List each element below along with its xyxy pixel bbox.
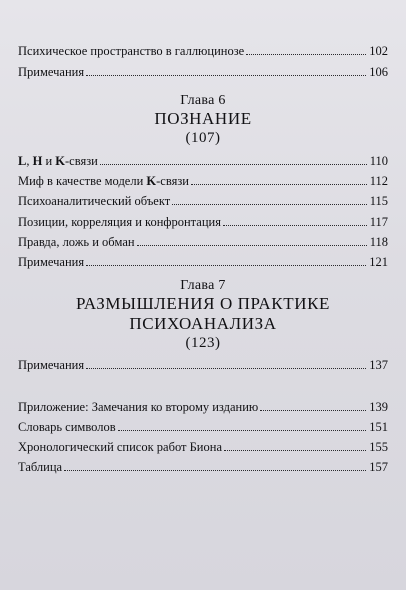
dot-leader bbox=[86, 74, 366, 76]
chapter-number: Глава 6 bbox=[180, 93, 226, 108]
toc-entry-title: Позиции, корреляция и конфронтация bbox=[18, 215, 221, 229]
toc-entry-page: 137 bbox=[369, 358, 388, 372]
toc-entry bbox=[18, 192, 388, 208]
toc-entry-title: Примечания bbox=[18, 255, 85, 269]
toc-entry-page: 121 bbox=[369, 255, 388, 269]
toc-entry bbox=[18, 233, 388, 249]
toc-entry-title: Примечания bbox=[18, 358, 85, 372]
dot-leader bbox=[86, 264, 366, 266]
toc-entry bbox=[18, 63, 388, 79]
toc-entry-page: 102 bbox=[369, 44, 388, 58]
toc-entry bbox=[18, 438, 388, 454]
toc-entry-page: 139 bbox=[369, 400, 388, 414]
toc-entry bbox=[18, 213, 388, 229]
toc-entry bbox=[18, 172, 388, 188]
toc-entry-page: 110 bbox=[369, 154, 388, 168]
toc-entry-title: Таблица bbox=[18, 460, 63, 474]
toc-entry-title: Правда, ложь и обман bbox=[18, 235, 135, 249]
chapter-page: (123) bbox=[185, 335, 221, 351]
dot-leader bbox=[224, 449, 366, 451]
dot-leader bbox=[118, 429, 367, 431]
toc-entry-page: 151 bbox=[369, 420, 388, 434]
chapter-title-line-1: РАЗМЫШЛЕНИЯ О ПРАКТИКЕ bbox=[75, 294, 331, 313]
toc-entry bbox=[18, 356, 388, 372]
chapter-heading bbox=[18, 93, 388, 147]
toc-entry-page: 118 bbox=[369, 235, 388, 249]
dot-leader bbox=[260, 409, 366, 411]
toc-entry bbox=[18, 398, 388, 414]
toc-entry-title: Приложение: Замечания ко второму изданию bbox=[18, 400, 259, 414]
toc-entry-page: 106 bbox=[369, 65, 388, 79]
toc-entry-title: Миф в качестве модели K-связи bbox=[18, 174, 189, 188]
chapter-title-line-2: ПСИХОАНАЛИЗА bbox=[129, 314, 277, 333]
toc-entry-page: 157 bbox=[369, 460, 388, 474]
toc-entry-title: Словарь символов bbox=[18, 420, 116, 434]
toc-entry-title: Психическое пространство в галлюцинозе bbox=[18, 44, 245, 58]
dot-leader bbox=[86, 367, 366, 369]
toc-entry-title: Психоаналитический объект bbox=[18, 194, 171, 208]
toc-entry-title: L, H и K-связи bbox=[18, 154, 98, 168]
dot-leader bbox=[172, 203, 366, 205]
toc-entry bbox=[18, 42, 388, 58]
chapter-title: ПОЗНАНИЕ bbox=[154, 109, 252, 128]
toc-entry-title: Хронологический список работ Биона bbox=[18, 440, 222, 454]
toc-entry-title: Примечания bbox=[18, 65, 85, 79]
toc-entry bbox=[18, 458, 388, 474]
dot-leader bbox=[137, 244, 367, 246]
chapter-heading bbox=[18, 278, 388, 352]
dot-leader bbox=[223, 224, 367, 226]
dot-leader bbox=[246, 53, 366, 55]
toc-entry bbox=[18, 253, 388, 269]
chapter-number: Глава 7 bbox=[180, 278, 226, 293]
toc-entry bbox=[18, 418, 388, 434]
chapter-page: (107) bbox=[185, 130, 221, 146]
toc-entry-page: 155 bbox=[369, 440, 388, 454]
dot-leader bbox=[100, 163, 367, 165]
toc-entry-page: 117 bbox=[369, 215, 388, 229]
toc-entry bbox=[18, 152, 388, 168]
dot-leader bbox=[64, 469, 366, 471]
dot-leader bbox=[191, 183, 367, 185]
toc-entry-page: 112 bbox=[369, 174, 388, 188]
toc-entry-page: 115 bbox=[369, 194, 388, 208]
